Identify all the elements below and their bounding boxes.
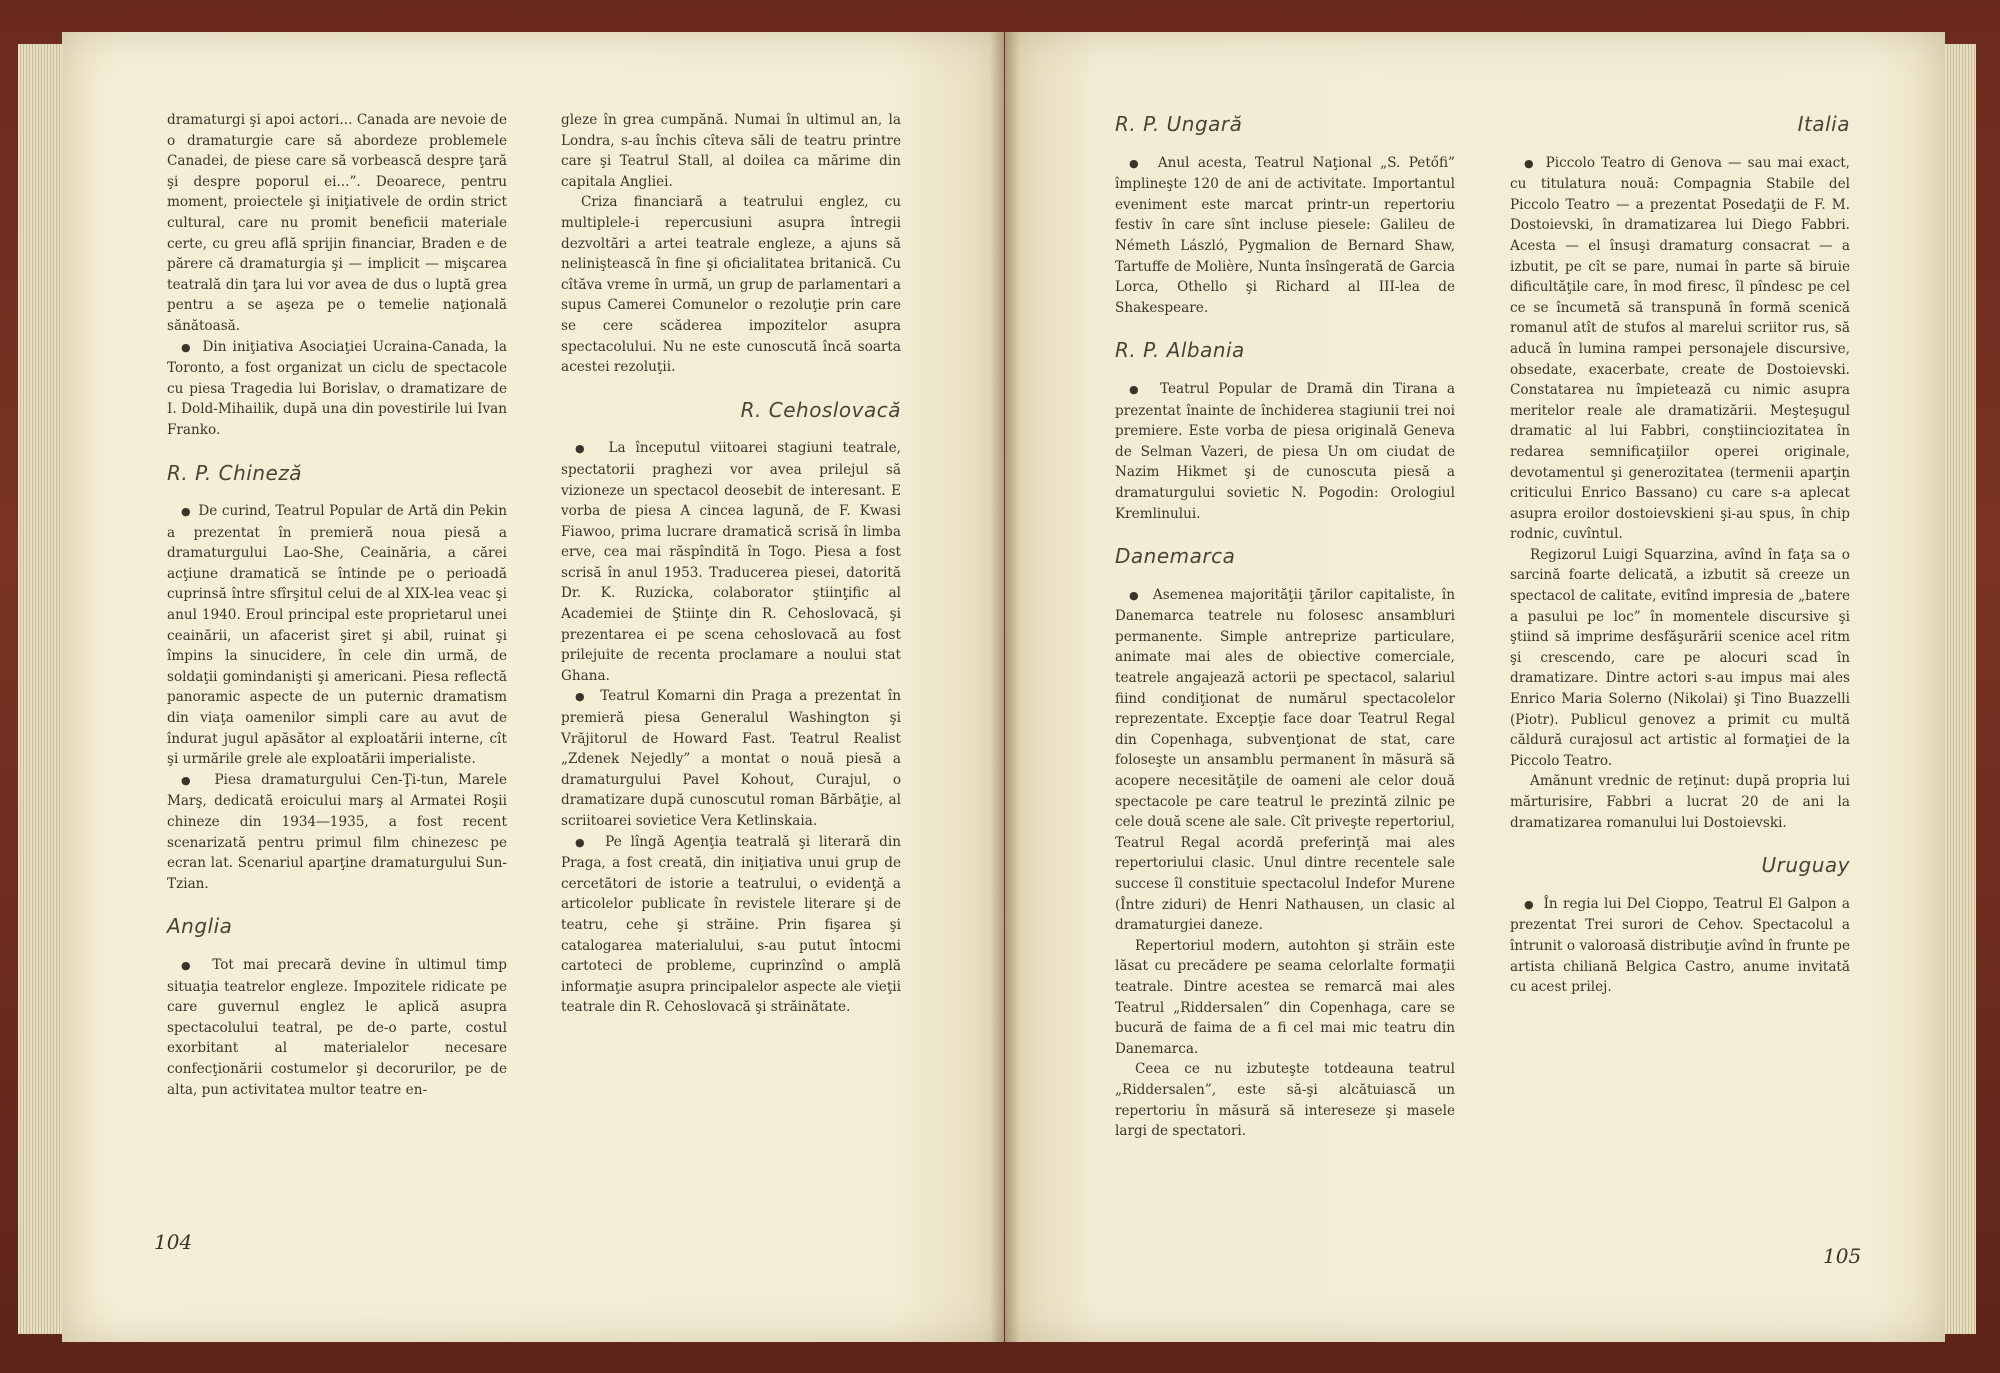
section-heading-ungaria: R. P. Ungară — [1115, 112, 1243, 136]
page-number-left: 104 — [154, 1230, 193, 1254]
paragraph: Repertoriul modern, autohton şi străin este lăsat cu precădere pe seama celorlalte formaţii teatrale. Dintre acestea se remarcă mai ales Teatrul „Riddersalen” din Copenhaga, care se bucură de faima de a fi cel mai mic teatru din Danemarca. — [1115, 937, 1455, 1057]
book-gutter — [990, 32, 1020, 1342]
section-heading-cehoslovacia: R. Cehoslovacă — [740, 397, 901, 422]
paragraph: dramaturgi şi apoi actori... Canada are nevoie de o dramaturgie care să abordeze problemele Canadei, de piese care să vorbească despre ţară şi despre poporul ei...”. Deoarece, pentru moment, proiectele şi iniţiativele de ordin strict cultural, care nu promit beneficii materiale certe, cu greu află sprijin financiar, Braden e de părere că dramaturgia şi — implicit — mişcarea teatrală din ţara lui vor avea de dus o luptă grea pentru a se aşeza pe o temelie naţională sănătoasă. — [167, 112, 507, 334]
paragraph: Criza financiară a teatrului englez, cu multiplele-i repercusiuni asupra întregii dezvoltări a artei teatrale engleze, a ajuns să neliniştească în fine şi oficialitatea britanică. Cu cîtăva vreme în urmă, un grup de parlamentari a supus Camerei Comunelor o rezoluţie prin care se cere scăderea impozitelor asupra spectacolului. Nu ne este cunoscută încă soarta acestei rezoluţii. — [561, 194, 901, 376]
column-1 — [167, 110, 507, 1100]
paragraph: ● Piccolo Teatro di Genova — sau mai exact, cu titulatura nouă: Compagnia Stabile del Piccolo Teatro — a prezentat Posedaţii de F. M. Dostoievski, în dramatizarea lui Diego Fabbri. Acesta — el însuşi dramaturg consacrat — a izbutit, pe cît se pare, numai în parte să biruie dificultăţile care, în mod firesc, îl pîndesc pe cel ce se încumetă să transpună în formă scenică romanul atît de stufos al marelui scriitor rus, să aducă în lumina rampei personajele discursive, obsedate, exacerbate, create de Dostoievski. Constatarea nu împietează cu nimic asupra meritelor reale ale dramatizării. Meşteşugul dramatic al lui Fabbri, conştiinciozitatea în redarea semnificaţiilor operei originale, devotamentul şi generozitatea (termenii aparţin criticului Enrico Bassano) cu care s-a aplecat asupra eroilor dostoievskieni şi-au spus, în chip rodnic, cuvîntul. — [1510, 153, 1850, 545]
page-edges-left — [18, 44, 66, 1334]
paragraph: Ceea ce nu izbuteşte totdeauna teatrul „Riddersalen”, este să-şi alcătuiască un repertoriu în măsură să intereseze şi masele largi de spectatori. — [1115, 1061, 1455, 1140]
paragraph: ● Teatrul Popular de Dramă din Tirana a prezentat înainte de închiderea stagiunii trei noi premiere. Este vorba de piesa originală Geneva de Selman Vazeri, de piesa Un om ciudat de Nazim Hikmet şi de cunoscuta piesă a dramaturgului sovietic N. Pogodin: Orologiul Kremlinului. — [1115, 379, 1455, 524]
section-heading-albania: R. P. Albania — [1115, 338, 1245, 363]
paragraph: Regizorul Luigi Squarzina, avînd în faţa sa o sarcină foarte delicată, a izbutit să creeze un spectacol de calitate, evitînd impresia de „batere a pasului pe loc” în momentele discursive şi ştiind să imprime desfăşurării scenice acel ritm şi crescendo, care pe alocuri scad în dramatizare. Dintre actori s-au impus mai ales Enrico Maria Solerno (Nikolai) şi Tino Buazzelli (Piotr). Publicul genovez a primit cu multă căldură curajosul act artistic al formaţiei de la Piccolo Teatro. — [1510, 546, 1850, 769]
paragraph: ● De curind, Teatrul Popular de Artă din Pekin a prezentat în premieră noua piesă a dramaturgului Lao-She, Ceainăria, a cărei acţiune dramatică se întinde pe o perioadă cuprinsă între sfîrşitul celui de al XIX-lea veac şi anul 1940. Eroul principal este proprietarul unei ceainării, un afacerist şiret şi abil, ruinat şi împins la sinucidere, în cele din urmă, de soldaţii gomindanişti şi americani. Piesa reflectă panoramic aspecte de un puternic dramatism din viaţa oamenilor simpli care au avut de îndurat jugul apăsător al exploatării interne, cît şi urmările grele ale exploatării imperialiste. — [167, 501, 507, 770]
paragraph: Amănunt vrednic de reţinut: după propria lui mărturisire, Fabbri a lucrat 20 de ani la dramatizarea romanului lui Dostoievski. — [1510, 773, 1850, 831]
section-heading-anglia: Anglia — [167, 914, 233, 939]
right-page — [1005, 32, 1945, 1342]
column-2 — [561, 110, 901, 1018]
section-heading-uruguay: Uruguay — [1761, 853, 1850, 878]
paragraph: ● Pe lîngă Agenţia teatrală şi literară din Praga, a fost creată, din iniţiativa unui grup de cercetători de istorie a teatrului, o evidenţă a articolelor publicate în revistele literare şi de teatru, cehe şi străine. Prin fişarea şi catalogarea materialului, s-au putut întocmi cartoteci de probleme, cuprinzînd o amplă informaţie asupra principalelor aspecte ale vieţii teatrale din R. Cehoslovacă şi străinătate. — [561, 832, 901, 1018]
section-heading-china: R. P. Chineză — [167, 460, 303, 485]
paragraph: ● Tot mai precară devine în ultimul timp situaţia teatrelor engleze. Impozitele ridicate pe care guvernul englez le aplică asupra spectacolului teatral, pe de-o parte, costul exorbitant al materialelor necesare confecţionării costumelor şi decorurilor, pe de alta, pun activitatea multor teatre en- — [167, 955, 507, 1100]
page-number-right: 105 — [1823, 1244, 1862, 1268]
paragraph: ● La începutul viitoarei stagiuni teatrale, spectatorii praghezi vor avea prilejul să vizioneze un spectacol deosebit de interesant. E vorba de piesa A cincea lagună, de F. Kwasi Fiawoo, prima lucrare dramatică scrisă în limba erve, cea mai răspîndită în Togo. Piesa a fost scrisă în anul 1953. Traducerea piesei, datorită Dr. K. Ruzicka, colaborator ştiinţific al Academiei de Ştiinţe din R. Cehoslovacă, şi prezentarea ei pe scena cehoslovacă au fost prilejuite de recenta proclamare a noului stat Ghana. — [561, 438, 901, 686]
column-3 — [1115, 114, 1455, 1142]
paragraph: ● Piesa dramaturgului Cen-Ţi-tun, Marele Marş, dedicată eroicului marş al Armatei Roşii chineze din 1934—1935, a fost recent scenarizată pentru primul film chinezesc pe ecran lat. Scenariul aparţine dramaturgului Sun-Tzian. — [167, 770, 507, 895]
paragraph: ● Anul acesta, Teatrul Naţional „S. Petőfi” împlineşte 120 de ani de activitate. Importantul eveniment este marcat printr-un repertoriu festiv în care sînt incluse piesele: Galileu de Németh László, Pygmalion de Bernard Shaw, Tartuffe de Molière, Nunta însîngerată de Garcia Lorca, Othello şi Richard al III-lea de Shakespeare. — [1115, 153, 1455, 319]
paragraph: ● Din iniţiativa Asociaţiei Ucraina-Canada, la Toronto, a fost organizat un ciclu de spectacole cu piesa Tragedia lui Borislav, o dramatizare de I. Dold-Mihailik, după una din povestirile lui Ivan Franko. — [167, 337, 507, 441]
column-4 — [1510, 114, 1850, 998]
paragraph: ● Asemenea majorităţii ţărilor capitaliste, în Danemarca teatrele nu folosesc ansambluri permanente. Simple antreprize particulare, animate mai ales de obiective comerciale, teatrele angajează actorii pe spectacol, salariul fiind condiţionat de numărul spectacolelor reprezentate. Excepţie face doar Teatrul Regal din Copenhaga, subvenţionat de stat, care foloseşte un ansamblu permanent în măsură să acopere necesităţile de oameni ale celor două spectacole pe care teatrul le prezintă zilnic pe cele două scene ale sale. Cît priveşte repertoriul, Teatrul Regal acordă preferinţă mai ales repertoriului clasic. Unul dintre recentele sale succese îl constituie spectacolul Indefor Murene (Între ziduri) de Henri Nathausen, un clasic al dramaturgiei daneze. — [1115, 585, 1455, 936]
paragraph: ● În regia lui Del Cioppo, Teatrul El Galpon a prezentat Trei surori de Cehov. Spectacolul a întrunit o valoroasă distribuţie avînd în frunte pe artista chiliană Belgica Castro, anume invitată cu acest prilej. — [1510, 894, 1850, 998]
page-edges-right — [1942, 44, 1976, 1334]
section-heading-danemarca: Danemarca — [1115, 544, 1236, 569]
section-heading-italia: Italia — [1797, 112, 1850, 136]
paragraph: gleze în grea cumpănă. Numai în ultimul an, la Londra, s-au închis cîteva săli de teatru printre care şi Teatrul Stall, al doilea ca mărime din capitala Angliei. — [561, 112, 901, 190]
paragraph: ● Teatrul Komarni din Praga a prezentat în premieră piesa Generalul Washington şi Vrăjitorul de Howard Fast. Teatrul Realist „Zdenek Nejedly” a montat o nouă piesă a dramaturgului Pavel Kohout, Curajul, o dramatizare după cunoscutul roman Bărbăţie, al scriitoarei sovietice Vera Ketlinskaia. — [561, 686, 901, 831]
left-page — [62, 32, 1004, 1342]
